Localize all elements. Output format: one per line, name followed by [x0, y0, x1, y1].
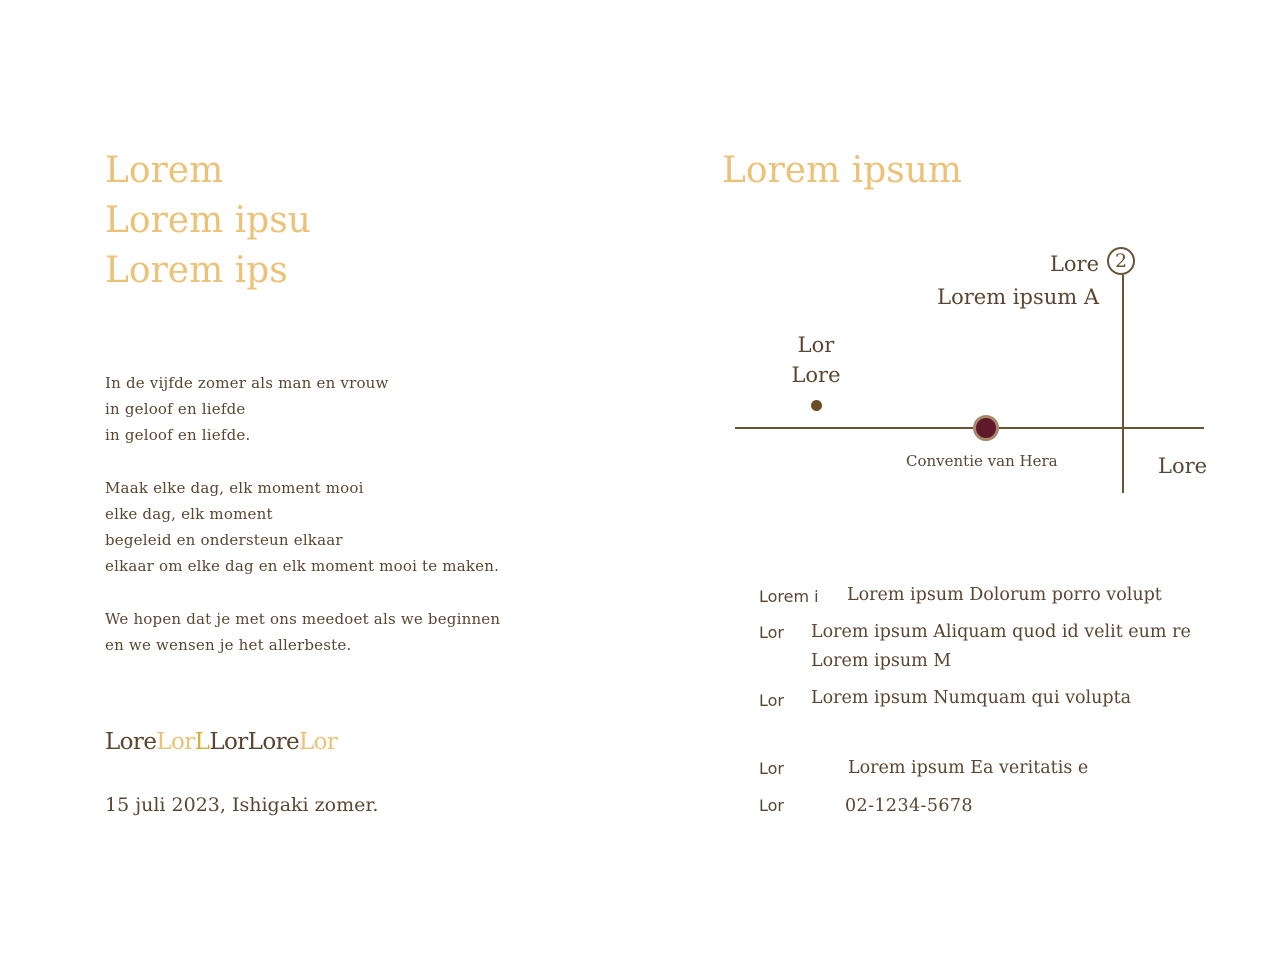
- location-marker-icon: [973, 415, 999, 441]
- dot-icon: [811, 400, 822, 411]
- signature-part: Lor: [209, 729, 248, 755]
- numbered-circle-icon: 2: [1107, 247, 1135, 275]
- signature-part: Lore: [247, 729, 299, 755]
- invitation-message: [105, 370, 500, 658]
- info-key: Lor: [759, 691, 784, 710]
- phone-number: 02-1234-5678: [845, 796, 973, 816]
- signature-part: Lor: [156, 729, 195, 755]
- poem-line: in geloof en liefde.: [105, 426, 251, 445]
- right-page: [640, 0, 1280, 963]
- stanza: [105, 475, 500, 580]
- poem-line: In de vijfde zomer als man en vrouw: [105, 374, 389, 392]
- poem-line: We hopen dat je met ons meedoet als we beginnen: [105, 609, 501, 628]
- invitation-heading: [105, 146, 311, 296]
- info-value: Lorem ipsum Numquam qui volupta: [811, 688, 1132, 708]
- signature-part: Lor: [299, 729, 338, 755]
- signature-part: L: [194, 729, 210, 755]
- heading-line: Lorem: [105, 150, 224, 191]
- horizontal-road: [735, 427, 1204, 429]
- venue-heading: Lorem ipsum: [722, 150, 963, 191]
- info-key: Lor: [759, 759, 784, 778]
- poem-line: Maak elke dag, elk moment mooi: [105, 478, 364, 497]
- info-value: Lorem ipsum M: [811, 651, 952, 671]
- info-key: Lorem i: [759, 587, 819, 606]
- poem-line: en we wensen je het allerbeste.: [105, 636, 352, 654]
- info-value: Lorem ipsum Dolorum porro volupt: [847, 585, 1162, 605]
- landmark-label-line: Lor: [797, 333, 835, 357]
- poem-line: in geloof en liefde: [105, 400, 246, 419]
- poem-line: begeleid en ondersteun elkaar: [105, 531, 343, 550]
- landmark-label-line: Lore: [791, 363, 841, 387]
- corner-label: Lore: [1158, 454, 1208, 478]
- info-key: Lor: [759, 623, 784, 642]
- signature-part: Lore: [105, 729, 157, 755]
- couple-signature: [105, 726, 337, 758]
- heading-line: Lorem ips: [105, 250, 288, 291]
- poem-line: elke dag, elk moment: [105, 505, 273, 523]
- info-value: Lorem ipsum Ea veritatis e: [848, 758, 1089, 778]
- venue-label: Conventie van Hera: [906, 452, 1058, 470]
- landmark-label: [786, 330, 846, 390]
- info-value: Lorem ipsum Aliquam quod id velit eum re: [811, 622, 1191, 642]
- info-key: Lor: [759, 796, 784, 815]
- exit-label: Lorem ipsum A: [937, 285, 1099, 309]
- stanza: [105, 370, 500, 449]
- station-label: Lore: [1049, 252, 1099, 276]
- stanza: [105, 606, 500, 658]
- heading-line: Lorem ipsu: [105, 200, 311, 241]
- vertical-road: [1122, 275, 1124, 493]
- poem-line: elkaar om elke dag en elk moment mooi te maken.: [105, 557, 500, 576]
- date-line: 15 juli 2023, Ishigaki zomer.: [105, 794, 379, 816]
